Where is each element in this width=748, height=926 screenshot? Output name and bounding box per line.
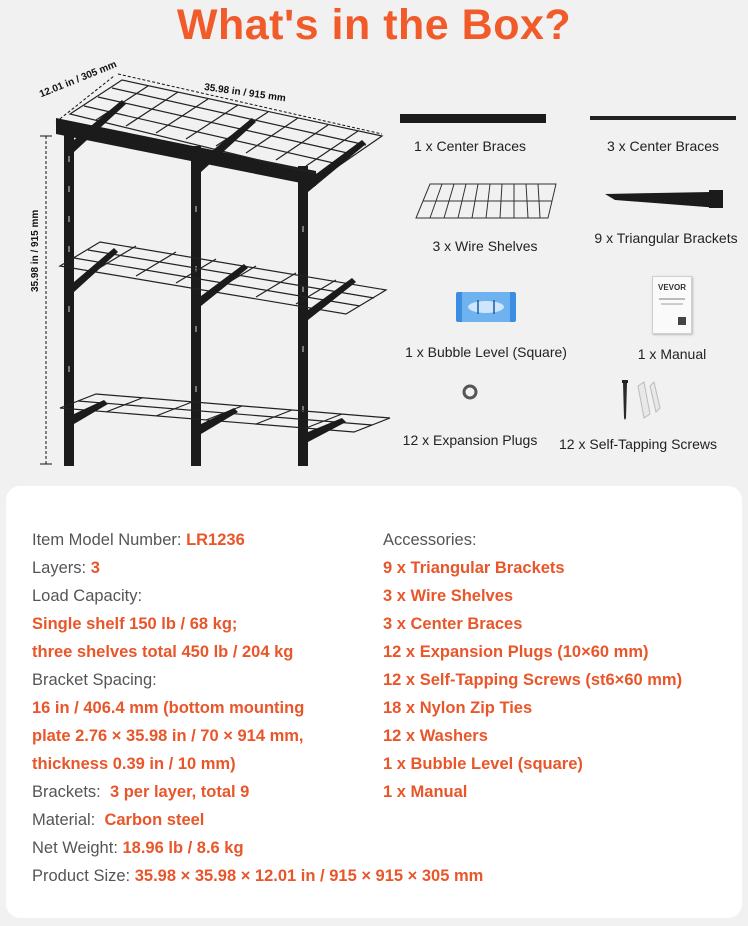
screw-icon (608, 378, 668, 422)
spec-value: 18.96 lb / 8.6 kg (122, 839, 244, 857)
bubble-level-icon (454, 288, 518, 328)
spec-value: 3 per layer, total 9 (109, 783, 250, 801)
spec-label: Item Model Number: (32, 531, 182, 549)
spec-value: 35.98 × 35.98 × 12.01 in / 915 × 915 × 305 mm (134, 867, 484, 885)
wire-shelf-icon (410, 178, 560, 226)
part-wire-shelf (410, 178, 560, 254)
spec-size (32, 862, 484, 890)
shelf-unit-illustration (26, 56, 396, 476)
part-self-tapping-screw (556, 378, 720, 452)
bracket-icon (601, 182, 731, 218)
accessories-column (383, 526, 733, 806)
part-label: 1 x Manual (637, 346, 707, 362)
spec-model (32, 526, 372, 554)
part-triangular-bracket (586, 182, 746, 246)
spec-load-label: Load Capacity: (32, 587, 143, 605)
part-expansion-plug (400, 382, 540, 448)
thin-brace-icon (590, 108, 736, 128)
part-label: 12 x Expansion Plugs (402, 432, 538, 448)
accessories-label: Accessories: (383, 531, 477, 549)
part-label: 12 x Self-Tapping Screws (559, 436, 717, 452)
spec-label: Net Weight: (32, 839, 118, 857)
accessory-item: 1 x Bubble Level (square) (383, 755, 583, 773)
specs-card (6, 486, 742, 918)
spec-material (32, 806, 372, 834)
part-bubble-level (396, 288, 576, 360)
spec-value: Carbon steel (104, 811, 205, 829)
manual-brand: VEVOR (657, 283, 686, 292)
spec-layers (32, 554, 372, 582)
flat-brace-icon (400, 108, 546, 128)
accessory-item: 18 x Nylon Zip Ties (383, 699, 533, 717)
height-dimension: 35.98 in / 915 mm (30, 209, 41, 292)
accessory-item: 1 x Manual (383, 783, 468, 801)
accessory-item: 3 x Center Braces (383, 615, 523, 633)
spec-spacing-value-1: 16 in / 406.4 mm (bottom mounting (32, 699, 305, 717)
part-label: 1 x Center Braces (413, 138, 527, 154)
plug-icon (460, 382, 480, 402)
part-label: 1 x Bubble Level (Square) (405, 344, 567, 360)
part-manual (622, 276, 722, 362)
part-center-brace-thin (588, 108, 738, 154)
box-contents-area (0, 52, 748, 484)
page-title: What's in the Box? (176, 1, 572, 49)
accessory-item: 12 x Washers (383, 727, 488, 745)
manual-icon (652, 276, 692, 334)
depth-dimension: 12.01 in / 305 mm (38, 59, 119, 101)
spec-spacing-value-3: thickness 0.39 in / 10 mm) (32, 755, 236, 773)
spec-label: Brackets: (32, 783, 101, 801)
width-dimension: 35.98 in / 915 mm (203, 82, 287, 105)
spec-label: Layers: (32, 559, 87, 577)
spec-label: Product Size: (32, 867, 131, 885)
part-label: 3 x Wire Shelves (432, 238, 538, 254)
spec-value: LR1236 (186, 531, 245, 549)
part-label: 9 x Triangular Brackets (594, 230, 738, 246)
spec-spacing-value-2: plate 2.76 × 35.98 in / 70 × 914 mm, (32, 727, 304, 745)
part-center-brace-flat (400, 108, 540, 154)
accessory-item: 12 x Expansion Plugs (10×60 mm) (383, 643, 649, 661)
spec-load-value-2: three shelves total 450 lb / 204 kg (32, 643, 294, 661)
spec-spacing-label: Bracket Spacing: (32, 671, 157, 689)
spec-load-value-1: Single shelf 150 lb / 68 kg; (32, 615, 238, 633)
spec-brackets (32, 778, 372, 806)
accessory-item: 3 x Wire Shelves (383, 587, 514, 605)
spec-label: Material: (32, 811, 96, 829)
part-label: 3 x Center Braces (606, 138, 720, 154)
spec-value: 3 (90, 559, 100, 577)
spec-weight (32, 834, 372, 862)
accessory-item: 9 x Triangular Brackets (383, 559, 565, 577)
accessory-item: 12 x Self-Tapping Screws (st6×60 mm) (383, 671, 683, 689)
